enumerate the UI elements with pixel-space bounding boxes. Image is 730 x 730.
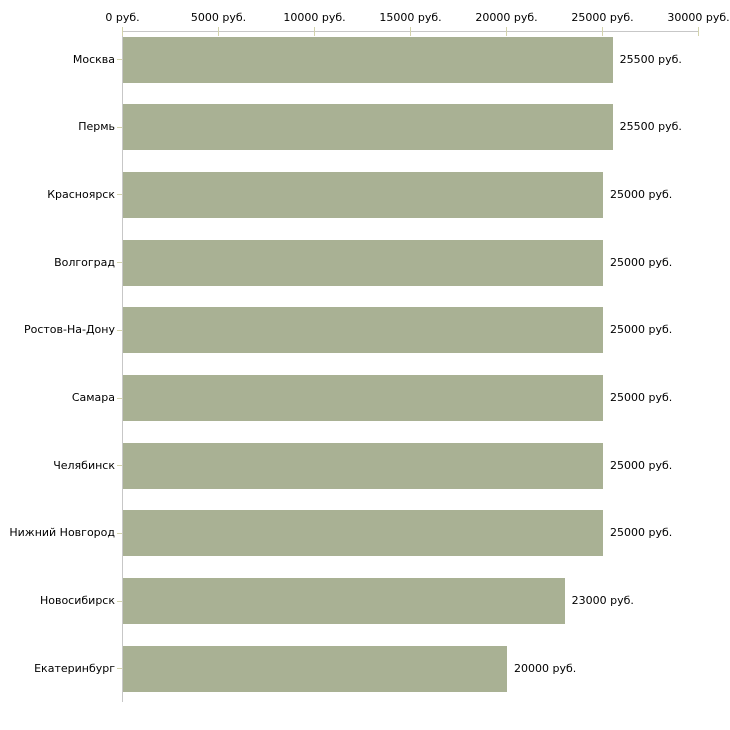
x-tick-mark xyxy=(122,27,123,36)
category-tick-mark xyxy=(117,59,122,60)
bar-value-label: 25000 руб. xyxy=(610,458,673,472)
bar-value-label: 25000 руб. xyxy=(610,255,673,269)
bar xyxy=(123,646,507,692)
bar xyxy=(123,443,603,489)
category-tick-mark xyxy=(117,668,122,669)
bar xyxy=(123,37,613,83)
x-tick-mark xyxy=(698,27,699,36)
category-tick-mark xyxy=(117,127,122,128)
category-label: Ростов-На-Дону xyxy=(23,323,115,337)
bar-value-label: 23000 руб. xyxy=(571,594,634,608)
bar xyxy=(123,104,613,150)
category-label: Самара xyxy=(71,391,115,404)
bar-value-label: 25000 руб. xyxy=(610,187,673,201)
bar xyxy=(123,578,565,624)
category-tick-mark xyxy=(117,330,122,331)
bar-value-label: 25000 руб. xyxy=(610,391,673,404)
bar-value-label: 25500 руб. xyxy=(619,120,682,134)
x-tick-label: 5000 руб. xyxy=(190,11,247,24)
category-label: Екатеринбург xyxy=(34,661,115,675)
bar xyxy=(123,510,603,556)
x-tick-label: 10000 руб. xyxy=(283,11,346,24)
bar-value-label: 25000 руб. xyxy=(610,323,673,337)
x-tick-label: 30000 руб. xyxy=(667,11,730,24)
x-tick-label: 0 руб. xyxy=(105,11,140,24)
category-label: Пермь xyxy=(78,120,115,134)
category-tick-mark xyxy=(117,465,122,466)
category-tick-mark xyxy=(117,262,122,263)
x-tick-mark xyxy=(218,27,219,36)
category-tick-mark xyxy=(117,533,122,534)
category-label: Новосибирск xyxy=(39,594,115,608)
bar xyxy=(123,307,603,353)
x-tick-label: 25000 руб. xyxy=(571,11,634,24)
x-tick-label: 20000 руб. xyxy=(475,11,538,24)
bar-value-label: 25000 руб. xyxy=(610,526,673,540)
bar-value-label: 20000 руб. xyxy=(514,661,577,675)
category-label: Волгоград xyxy=(54,255,115,269)
bar xyxy=(123,375,603,421)
bar xyxy=(123,172,603,218)
category-tick-mark xyxy=(117,601,122,602)
bar xyxy=(123,240,603,286)
category-label: Челябинск xyxy=(53,458,115,472)
x-tick-mark xyxy=(506,27,507,36)
bar-value-label: 25500 руб. xyxy=(619,52,682,66)
x-tick-mark xyxy=(314,27,315,36)
x-tick-label: 15000 руб. xyxy=(379,11,442,24)
x-tick-mark xyxy=(602,27,603,36)
category-label: Нижний Новгород xyxy=(9,526,115,540)
category-tick-mark xyxy=(117,398,122,399)
category-tick-mark xyxy=(117,194,122,195)
category-label: Красноярск xyxy=(47,187,115,201)
x-tick-mark xyxy=(410,27,411,36)
category-label: Москва xyxy=(72,52,115,66)
